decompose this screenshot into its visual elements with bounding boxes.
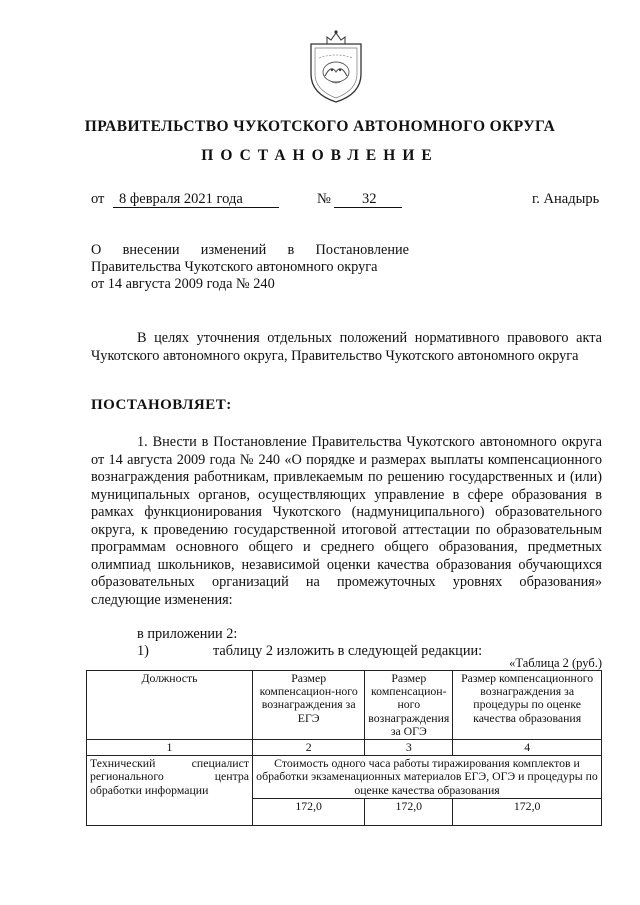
item-1-text: 1. Внести в Постановление Правительства Чукотского автономного округа от 14 августа 2009 года № 240 «О порядке и размерах выплаты компенсационного вознаграждения работникам, привлекаемым по решению государственных и (или) муниципальных органов, осуществляющих управление в сфере образования в рамках функционирования Чукотского (надмуниципального) образовательного округа, к проведению государственной итоговой аттестации по образовательным программам основного общего и среднего общего образования, предметных олимпиад школьников, независимой оценки качества образования обучающихся образовательных организаций на промежуточных уровнях образования» следующие изменения: (91, 434, 602, 608)
table-header-row (87, 671, 602, 740)
value-quality: 172,0 (453, 798, 602, 825)
intro-text: В целях уточнения отдельных положений нормативного правового акта Чукотского автономного округа, Правительство Чукотского автономного округа (91, 330, 602, 364)
subject-line-2: Правительства Чукотского автономного округа (91, 259, 378, 275)
col-number-2: 2 (253, 740, 365, 756)
value-ege: 172,0 (253, 798, 365, 825)
header-position: Должность (87, 671, 253, 740)
number-prefix: № (317, 191, 331, 207)
col-number-3: 3 (365, 740, 453, 756)
header-ege: Размер компенсацион-ного вознаграждения за ЕГЭ (253, 671, 365, 740)
header-oge: Размер компенсацион-ного вознаграждения за ОГЭ (365, 671, 453, 740)
row-position: Технический специалист регионального центра обработки информации (87, 756, 253, 826)
subitem-text: таблицу 2 изложить в следующей редакции: (213, 643, 483, 659)
row-description: Стоимость одного часа работы тиражирования комплектов и обработки экзаменационных материалов ЕГЭ, ОГЭ и процедуры по оценке качества образования (253, 756, 602, 799)
subject-line-3: от 14 августа 2009 года № 240 (91, 276, 275, 292)
date-prefix: от (91, 191, 105, 207)
table-number-row (87, 740, 602, 756)
decree-date-value: 8 февраля 2021 года (113, 192, 279, 208)
col-number-4: 4 (453, 740, 602, 756)
item-1-paragraph (91, 434, 602, 609)
table-row (87, 756, 602, 799)
appendix-line: в приложении 2: (137, 626, 238, 642)
compensation-table (86, 670, 602, 826)
subitem-number: 1) (137, 643, 149, 659)
resolve-heading: ПОСТАНОВЛЯЕТ: (91, 397, 232, 413)
coat-of-arms-emblem (305, 28, 367, 106)
document-type-title: ПОСТАНОВЛЕНИЕ (201, 147, 439, 164)
subject-line-1: О внесении изменений в Постановление (91, 242, 409, 258)
decree-subject (91, 242, 409, 293)
government-title: ПРАВИТЕЛЬСТВО ЧУКОТСКОГО АВТОНОМНОГО ОКРУГА (84, 118, 556, 135)
header-quality: Размер компенсационного вознаграждения за процедуры по оценке качества образования (453, 671, 602, 740)
decree-date (113, 191, 279, 208)
decree-number (334, 191, 402, 208)
value-oge: 172,0 (365, 798, 453, 825)
decree-number-value: 32 (334, 192, 402, 208)
table-caption: «Таблица 2 (руб.) (509, 656, 602, 670)
city-name: г. Анадырь (532, 191, 600, 207)
col-number-1: 1 (87, 740, 253, 756)
intro-paragraph (91, 330, 602, 365)
